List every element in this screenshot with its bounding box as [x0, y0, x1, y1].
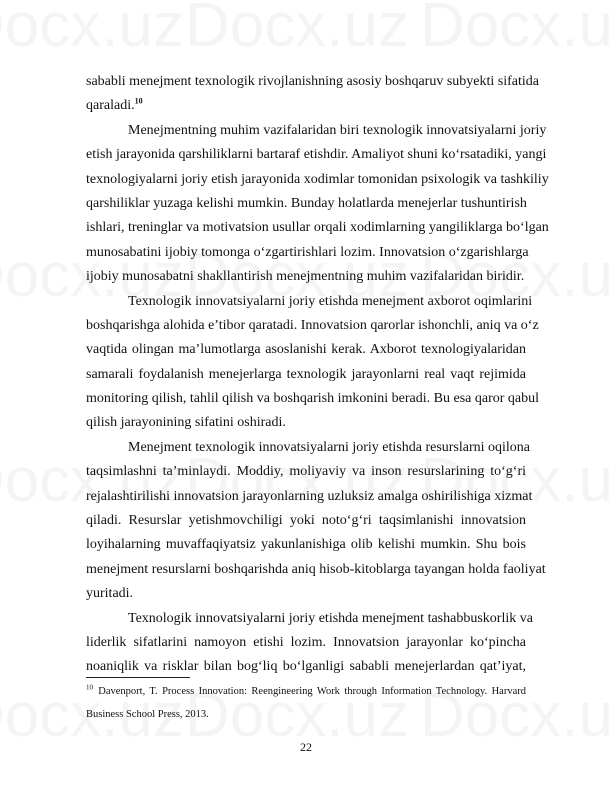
text-line — [86, 338, 526, 362]
line-text: Menejment texnologik innovatsiyalarni joriy etishda resurslarni oqilona — [128, 439, 531, 455]
text-line — [86, 387, 539, 411]
line-text: qarshiliklar yuzaga kelishi mumkin. Bunday holatlarda menejerlar tushuntirish — [86, 195, 527, 211]
footnote-text: Davenport, T. Process Innovation: Reengineering Work through Information Technology. Harvard — [98, 686, 526, 697]
line-text: monitoring qilish, tahlil qilish va boshqarish imkonini beradi. Bu esa qaror qabul — [86, 391, 539, 407]
line-text: menejment resurslarni boshqarishda aniq hisob-kitoblarga tayangan holda faoliyat — [86, 561, 546, 577]
text-line — [86, 265, 526, 289]
text-line — [86, 363, 526, 387]
body-text — [86, 70, 549, 680]
footnote — [86, 681, 526, 726]
line-text: rejalashtirilishi innovatsion jarayonlarning uzluksiz amalga oshirilishiga xizmat — [86, 488, 533, 504]
line-text: sababli menejment texnologik rivojlanishning asosiy boshqaruv subyekti sifatida — [86, 74, 539, 89]
text-line — [86, 558, 546, 582]
line-text: boshqarishga alohida e’tibor qaratadi. Innovatsion qarorlar ishonchli, aniq va o‘z — [86, 317, 539, 333]
text-line — [86, 70, 539, 94]
text-line — [86, 631, 526, 655]
line-text: texnologiyalarni joriy etish jarayonida xodimlar tomonidan psixologik va tashkiliy — [86, 171, 549, 187]
watermark — [185, 0, 409, 61]
line-text: Texnologik innovatsiyalarni joriy etishda menejment tashabbuskorlik va — [128, 610, 533, 626]
line-text: taqsimlashni ta’minlaydi. Moddiy, moliyaviy va inson resurslarining to‘g‘ri — [86, 464, 526, 480]
text-line — [86, 168, 549, 192]
watermark — [420, 0, 612, 61]
paragraph — [86, 607, 533, 680]
footnote-text: Business School Press, 2013. — [86, 708, 209, 720]
text-line — [86, 192, 526, 216]
line-text: samarali foydalanish menejerlarga texnologik jarayonlarni real vaqt rejimida — [86, 366, 526, 382]
text-line — [86, 485, 533, 509]
footnote-number: 10 — [86, 683, 93, 692]
footnote-reference[interactable]: 10 — [134, 96, 143, 106]
line-text: qaraladi. — [86, 98, 135, 114]
line-text: etish jarayonida qarshiliklarni bartaraf etishdir. Amaliyot shuni ko‘rsatadiki, yangi — [86, 147, 547, 163]
text-line — [86, 143, 547, 167]
line-text: Texnologik innovatsiyalarni joriy etishda menejment axborot oqimlarini — [128, 293, 533, 309]
line-text: Menejmentning muhim vazifalaridan biri texnologik innovatsiyalarni joriy — [128, 122, 547, 138]
line-text: munosabatini ijobiy tomonga o‘zgartirishlari lozim. Innovatsion o‘zgarishlarga — [86, 244, 529, 260]
footnote-separator — [86, 677, 190, 678]
line-text: qiladi. Resurslar yetishmovchiligi yoki noto‘g‘ri taqsimlanishi innovatsion — [86, 513, 526, 529]
text-line — [86, 582, 526, 606]
text-line — [86, 436, 531, 460]
paragraph — [86, 290, 539, 436]
text-line — [86, 533, 526, 557]
footnote-line — [86, 681, 526, 704]
text-line — [86, 607, 533, 631]
watermark — [0, 0, 184, 61]
line-text: yuritadi. — [86, 586, 134, 602]
line-text: noaniqlik va risklar bilan bog‘liq bo‘lganligi sababli menejerlardan qat’iyat, — [86, 659, 526, 675]
paragraph — [86, 436, 546, 607]
paragraph — [86, 70, 539, 119]
line-text: vaqtida olingan ma’lumotlarga asoslanishi kerak. Axborot texnologiyalaridan — [86, 342, 526, 358]
line-text: loyihalarning muvaffaqiyatsiz yakunlanishiga olib kelishi mumkin. Shu bois — [86, 537, 526, 553]
page-number: 22 — [300, 740, 312, 754]
line-text: ishlari, treninglar va motivatsion usullar orqali xodimlarning yangiliklarga bo‘lgan — [86, 220, 549, 236]
text-line — [86, 119, 547, 143]
text-line — [86, 411, 526, 435]
line-text: qilish jarayonining sifatini oshiradi. — [86, 415, 286, 431]
text-line — [86, 314, 539, 338]
paragraph — [86, 119, 549, 290]
line-text: liderlik sifatlarini namoyon etishi lozim. Innovatsion jarayonlar ko‘pincha — [86, 634, 526, 650]
line-text: ijobiy munosabatni shakllantirish menejmentning muhim vazifalaridan biridir. — [86, 269, 525, 285]
text-line — [86, 290, 533, 314]
footnote-line — [86, 704, 526, 727]
text-line — [86, 509, 526, 533]
text-line — [86, 216, 549, 240]
text-line — [86, 241, 529, 265]
text-line — [86, 460, 526, 484]
text-line — [86, 94, 526, 118]
